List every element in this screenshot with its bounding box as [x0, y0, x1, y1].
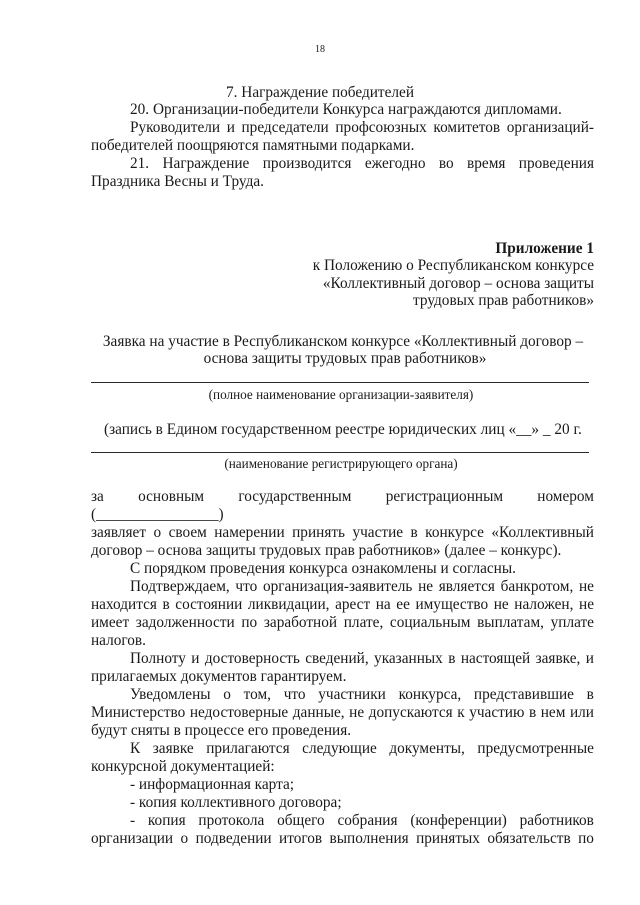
word: имеет	[91, 614, 130, 631]
paragraph-20b-line2: победителей поощряются памятными подарками.	[91, 137, 415, 154]
word: Полноту	[130, 650, 186, 667]
word: государственным	[238, 488, 352, 505]
word: не	[418, 578, 434, 595]
word: Руководители	[130, 119, 221, 136]
word: комитетов	[433, 119, 501, 136]
word: принятых	[416, 830, 480, 847]
confirm-line1	[130, 578, 594, 596]
word: в	[528, 704, 537, 721]
word: плате,	[343, 614, 384, 631]
page-number: 18	[315, 44, 325, 55]
appendix-line3: трудовых прав работников»	[413, 292, 594, 309]
confirm-line2	[91, 596, 594, 614]
confirm-line3	[91, 614, 594, 632]
notified-line2	[91, 704, 594, 722]
word: не	[579, 596, 594, 613]
declares-line2: договор – основа защиты трудовых прав работников» (далее – конкурс).	[91, 542, 562, 559]
word: итогов	[279, 830, 323, 847]
word: организаций-	[506, 119, 594, 136]
word: по	[241, 614, 258, 631]
list-item-protocol-line2	[91, 830, 594, 848]
word: участие	[352, 524, 404, 541]
word: в	[586, 686, 594, 703]
completeness-line2: прилагаемых документов гарантируем.	[91, 668, 347, 685]
word: профсоюзных	[335, 119, 427, 136]
word: во	[438, 155, 454, 172]
word: основным	[138, 488, 205, 505]
notified-line1	[130, 686, 594, 704]
org-name-caption: (полное наименование организации-заявителя)	[208, 387, 474, 402]
paragraph-21-line2: Праздника Весны и Труда.	[91, 173, 264, 190]
appendix-title: Приложение 1	[495, 240, 594, 257]
word: конкурсе	[425, 524, 484, 541]
word: общего	[277, 812, 325, 829]
appendix-line1: к Положению о Республиканском конкурсе	[312, 257, 594, 274]
word: не	[578, 578, 594, 595]
declares-line1	[91, 524, 594, 542]
word: или	[569, 704, 594, 721]
word: К	[130, 740, 141, 757]
notified-line3: будут сняты в процессе его проведения.	[91, 722, 352, 739]
confirm-line4: налогов.	[91, 632, 146, 649]
word: социальным	[389, 614, 471, 631]
word: собрания	[337, 812, 398, 829]
word: банкротом,	[500, 578, 574, 595]
form-title-line2: основа защиты трудовых прав работников»	[203, 350, 487, 367]
list-item-protocol-line1	[130, 812, 594, 830]
word: регистрационным	[385, 488, 504, 505]
word: участники	[318, 686, 386, 703]
word: Уведомлены	[130, 686, 211, 703]
registry-line: (запись в Едином государственном реестре юридических лиц «__» _ 20 г.	[104, 421, 582, 438]
word: достоверность	[204, 650, 300, 667]
word: что	[283, 686, 306, 703]
word: допускаются	[368, 704, 453, 721]
word: в	[448, 650, 456, 667]
word: намерении	[214, 524, 285, 541]
word: имущество	[415, 596, 489, 613]
word: не	[349, 704, 365, 721]
word: обязательств	[487, 830, 571, 847]
word: подведении	[195, 830, 272, 847]
word: следующие	[302, 740, 377, 757]
word: состоянии	[175, 596, 243, 613]
word: Награждение	[162, 155, 250, 172]
list-item-info-card: - информационная карта;	[130, 776, 295, 793]
word: заявке	[152, 740, 194, 757]
reg-number-blank: (________________)	[91, 506, 224, 523]
word: номером	[537, 488, 594, 505]
word: в	[162, 596, 170, 613]
word: ликвидации,	[247, 596, 330, 613]
word: и	[585, 650, 594, 667]
word: том,	[243, 686, 271, 703]
word: организации	[91, 830, 174, 847]
word: документы,	[389, 740, 465, 757]
word: производится	[262, 155, 352, 172]
word: ее	[396, 596, 410, 613]
word: Министерство	[91, 704, 186, 721]
word: (конференции)	[410, 812, 507, 829]
word: нем	[540, 704, 566, 721]
word: и	[226, 119, 235, 136]
paragraph-20: 20. Организации-победители Конкурса награждаются дипломами.	[130, 101, 562, 118]
word: не	[493, 596, 509, 613]
word: участию	[469, 704, 525, 721]
word: копия	[147, 812, 186, 829]
word: Подтверждаем,	[130, 578, 230, 595]
word: заработной	[263, 614, 338, 631]
word: является	[438, 578, 495, 595]
form-title-line1: Заявка на участие в Республиканском конкурсе «Коллективный договор –	[102, 333, 584, 350]
paragraph-21-line1	[130, 155, 594, 173]
word: протокола	[198, 812, 265, 829]
reg-number-line	[91, 488, 594, 506]
word: указанных	[374, 650, 443, 667]
paragraph-20b-line1	[130, 119, 594, 137]
section-heading: 7. Награждение победителей	[225, 84, 415, 101]
word: арест	[335, 596, 371, 613]
word: 21.	[130, 155, 150, 172]
word: председатели	[241, 119, 329, 136]
word: ежегодно	[364, 155, 426, 172]
word: своем	[168, 524, 207, 541]
word: за	[91, 488, 104, 505]
registrar-caption: (наименование регистрирующего органа)	[224, 456, 458, 471]
attachments-line2: конкурсной документацией:	[91, 758, 275, 775]
word: принять	[292, 524, 346, 541]
word: и	[191, 650, 200, 667]
word: выплатам,	[477, 614, 544, 631]
word: о	[223, 686, 231, 703]
word: работников	[519, 812, 594, 829]
word: организация-заявитель	[262, 578, 413, 595]
word: время	[467, 155, 506, 172]
list-item-agreement-copy: - копия коллективного договора;	[130, 794, 342, 811]
word: данные,	[292, 704, 345, 721]
word: прилагаются	[206, 740, 290, 757]
word: сведений,	[305, 650, 369, 667]
word: уплате	[550, 614, 594, 631]
word: о	[153, 524, 162, 541]
appendix-line2: «Коллективный договор – основа защиты	[322, 275, 594, 292]
word: заявке,	[535, 650, 581, 667]
word: задолженности	[135, 614, 235, 631]
registrar-line	[91, 452, 589, 453]
attachments-line1	[130, 740, 594, 758]
word: -	[130, 812, 136, 829]
word: заявляет	[91, 524, 147, 541]
word: на	[375, 596, 391, 613]
word: проведения	[518, 155, 594, 172]
word: конкурса,	[398, 686, 462, 703]
word: представившие	[473, 686, 574, 703]
word: по	[578, 830, 594, 847]
completeness-line1	[130, 650, 594, 668]
word: в	[410, 524, 418, 541]
word: наложен,	[514, 596, 574, 613]
word: находится	[91, 596, 157, 613]
word: к	[457, 704, 465, 721]
word: недостоверные	[189, 704, 289, 721]
word: о	[180, 830, 189, 847]
word: «Коллективный	[491, 524, 594, 541]
word: что	[235, 578, 258, 595]
word: предусмотренные	[477, 740, 594, 757]
word: выполнения	[329, 830, 409, 847]
org-name-line	[91, 382, 589, 383]
procedure-line: С порядком проведения конкурса ознакомлены и согласны.	[130, 560, 516, 577]
word: настоящей	[460, 650, 531, 667]
